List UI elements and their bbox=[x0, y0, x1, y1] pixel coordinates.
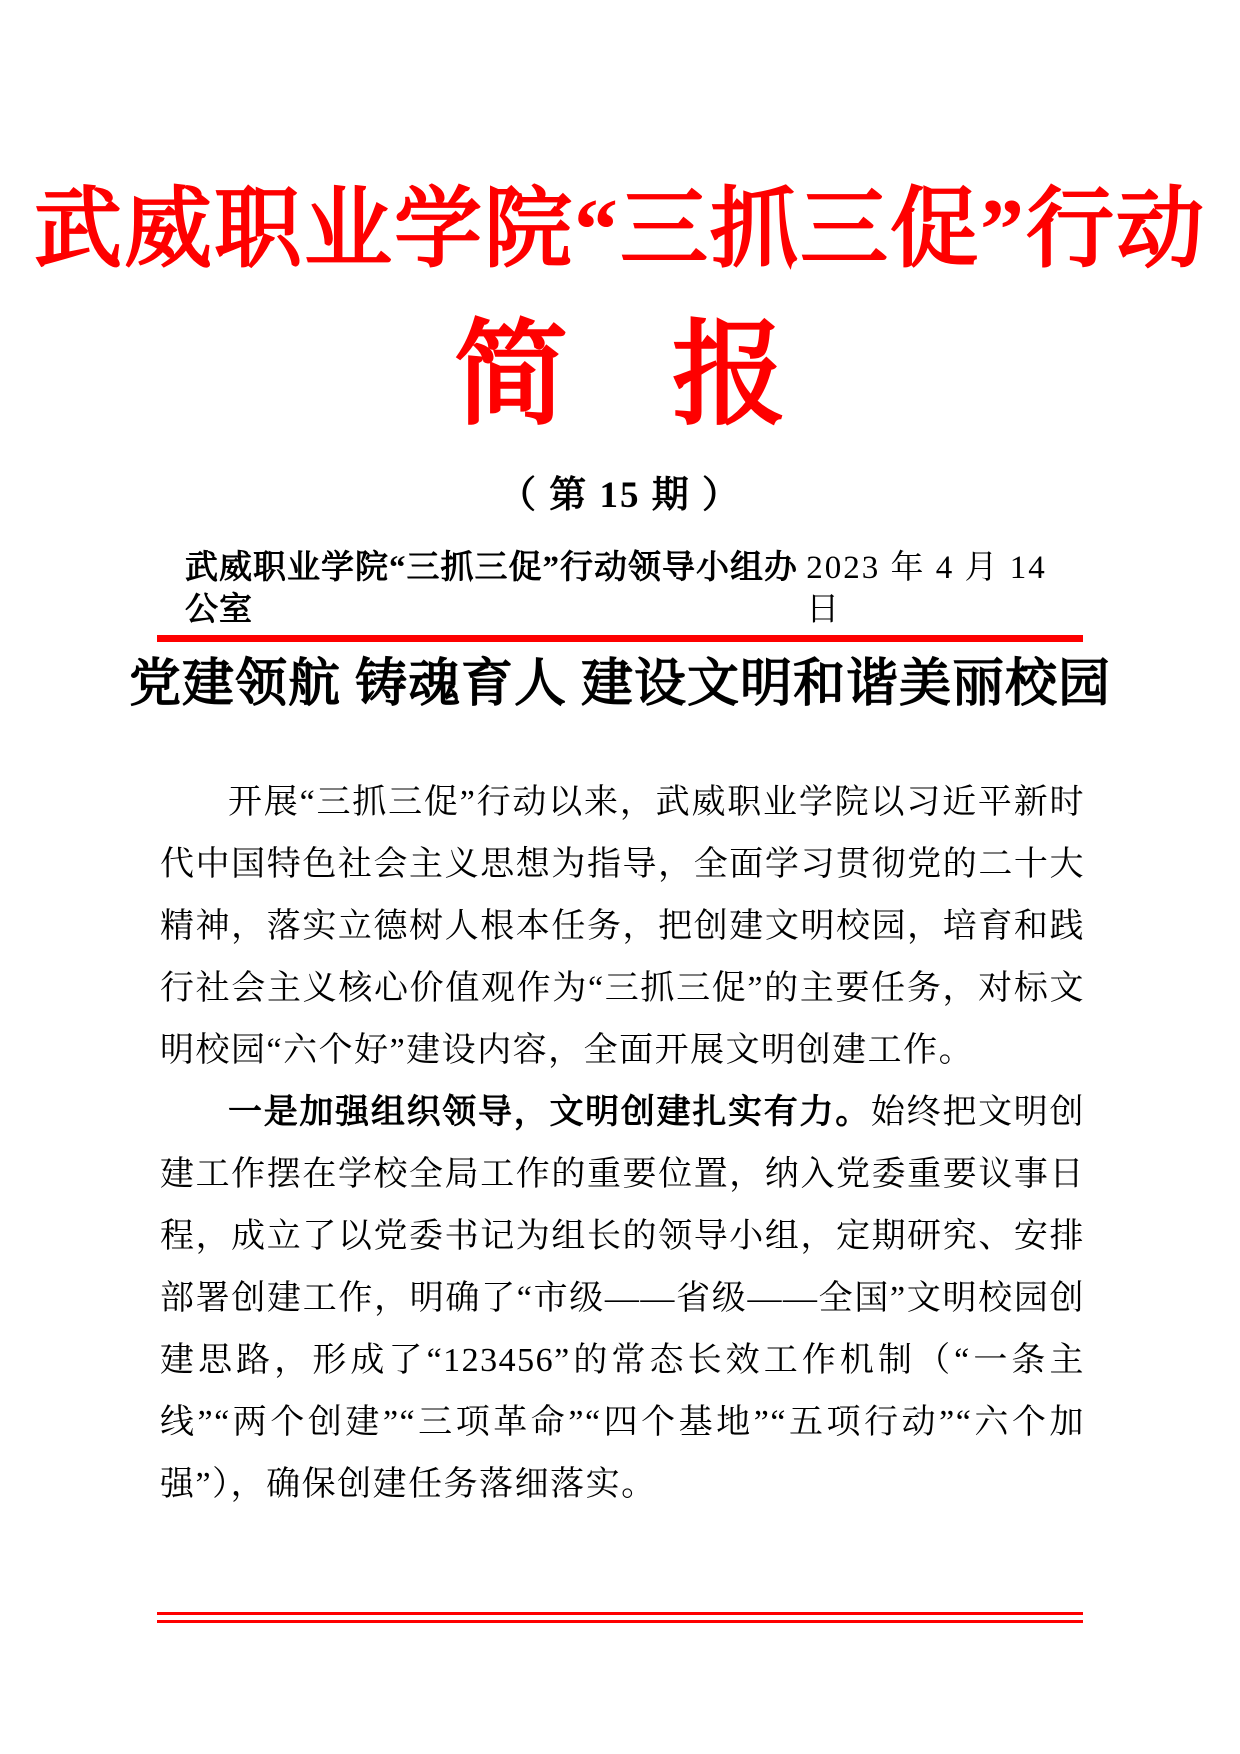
publish-date: 2023 年 4 月 14 日 bbox=[806, 550, 1047, 628]
article-title: 党建领航 铸魂育人 建设文明和谐美丽校园 bbox=[128, 656, 1111, 713]
bottom-double-rule bbox=[157, 1612, 1083, 1623]
article-body bbox=[160, 772, 1085, 1516]
paragraph-2-text: 始终把文明创建工作摆在学校全局工作的重要位置，纳入党委重要议事日程，成立了以党委书记为组长的领导小组，定期研究、安排部署创建工作，明确了“市级——省级——全国”文明校园创建思路，形成了“123456”的常态长效工作机制（“一条主线”“两个创建”“三项革命”“四个基地”“五项行动”“六个加强”），确保创建任务落细落实。 bbox=[160, 1094, 1086, 1503]
masthead-title-line2-char-right: 报 bbox=[672, 312, 787, 439]
masthead-title-line2-char-left: 简 bbox=[453, 312, 568, 439]
masthead-title-line1: 武威职业学院“三抓三促”行动 bbox=[33, 182, 1206, 279]
masthead-title-line2 bbox=[0, 302, 1240, 450]
publisher-office: 武威职业学院“三抓三促”行动领导小组办公室 bbox=[185, 550, 798, 628]
paragraph-2-bold-lead: 一是加强组织领导，文明创建扎实有力。 bbox=[228, 1094, 871, 1131]
publisher-row bbox=[157, 547, 1083, 642]
paragraph-1: 开展“三抓三促”行动以来，武威职业学院以习近平新时代中国特色社会主义思想为指导，全面学习贯彻党的二十大精神，落实立德树人根本任务，把创建文明校园，培育和践行社会主义核心价值观作为“三抓三促”的主要任务，对标文明校园“六个好”建设内容，全面开展文明创建工作。 bbox=[160, 784, 1085, 1069]
paragraph-2 bbox=[160, 1082, 1085, 1516]
issue-number: （ 第 15 期 ） bbox=[499, 475, 741, 516]
